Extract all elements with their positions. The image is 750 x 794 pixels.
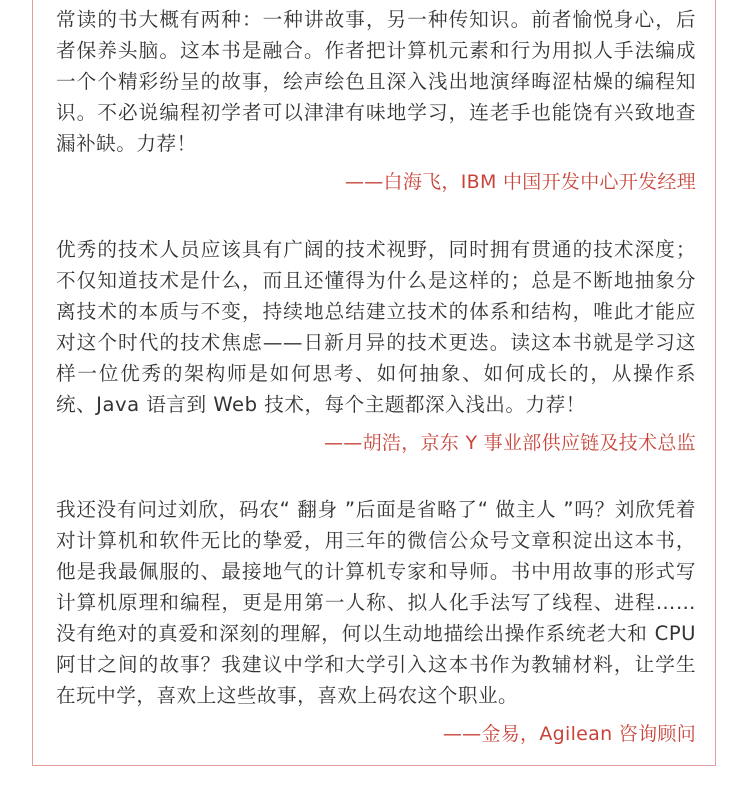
review-quote: 常读的书大概有两种：一种讲故事，另一种传知识。前者愉悦身心，后者保养头脑。这本书是融合。作者把计算机元素和行为用拟人手法编成一个个精彩纷呈的故事，绘声绘色且深入浅出地演绎晦涩枯燥的编程知识。不必说编程初学者可以津津有味地学习，连老手也能饶有兴致地查漏补缺。力荐！ [56, 8, 696, 155]
review-attribution: ——金易，Agilean 咨询顾问 [442, 723, 696, 745]
review-block [56, 234, 696, 458]
review-block [56, 494, 696, 749]
review-block [56, 4, 696, 197]
review-quote: 我还没有问过刘欣，码农“ 翻身 ”后面是省略了“ 做主人 ”吗？刘欣凭着对计算机和软件无比的挚爱，用三年的微信公众号文章积淀出这本书，他是我最佩服的、最接地气的计算机专家和导师。书中用故事的形式写计算机原理和编程，更是用第一人称、拟人化手法写了线程、进程……没有绝对的真爱和深刻的理解，何以生动地描绘出操作系统老大和 CPU 阿甘之间的故事？我建议中学和大学引入这本书作为教辅材料，让学生在玩中学，喜欢上这些故事，喜欢上码农这个职业。 [56, 498, 696, 707]
review-attribution: ——胡浩，京东 Y 事业部供应链及技术总监 [324, 432, 696, 454]
review-attribution: ——白海飞，IBM 中国开发中心开发经理 [344, 171, 696, 193]
review-quote: 优秀的技术人员应该具有广阔的技术视野，同时拥有贯通的技术深度；不仅知道技术是什么，而且还懂得为什么是这样的；总是不断地抽象分离技术的本质与不变，持续地总结建立技术的体系和结构，唯此才能应对这个时代的技术焦虑——日新月异的技术更迭。读这本书就是学习这样一位优秀的架构师是如何思考、如何抽象、如何成长的，从操作系统、Java 语言到 Web 技术，每个主题都深入浅出。力荐！ [56, 238, 696, 416]
